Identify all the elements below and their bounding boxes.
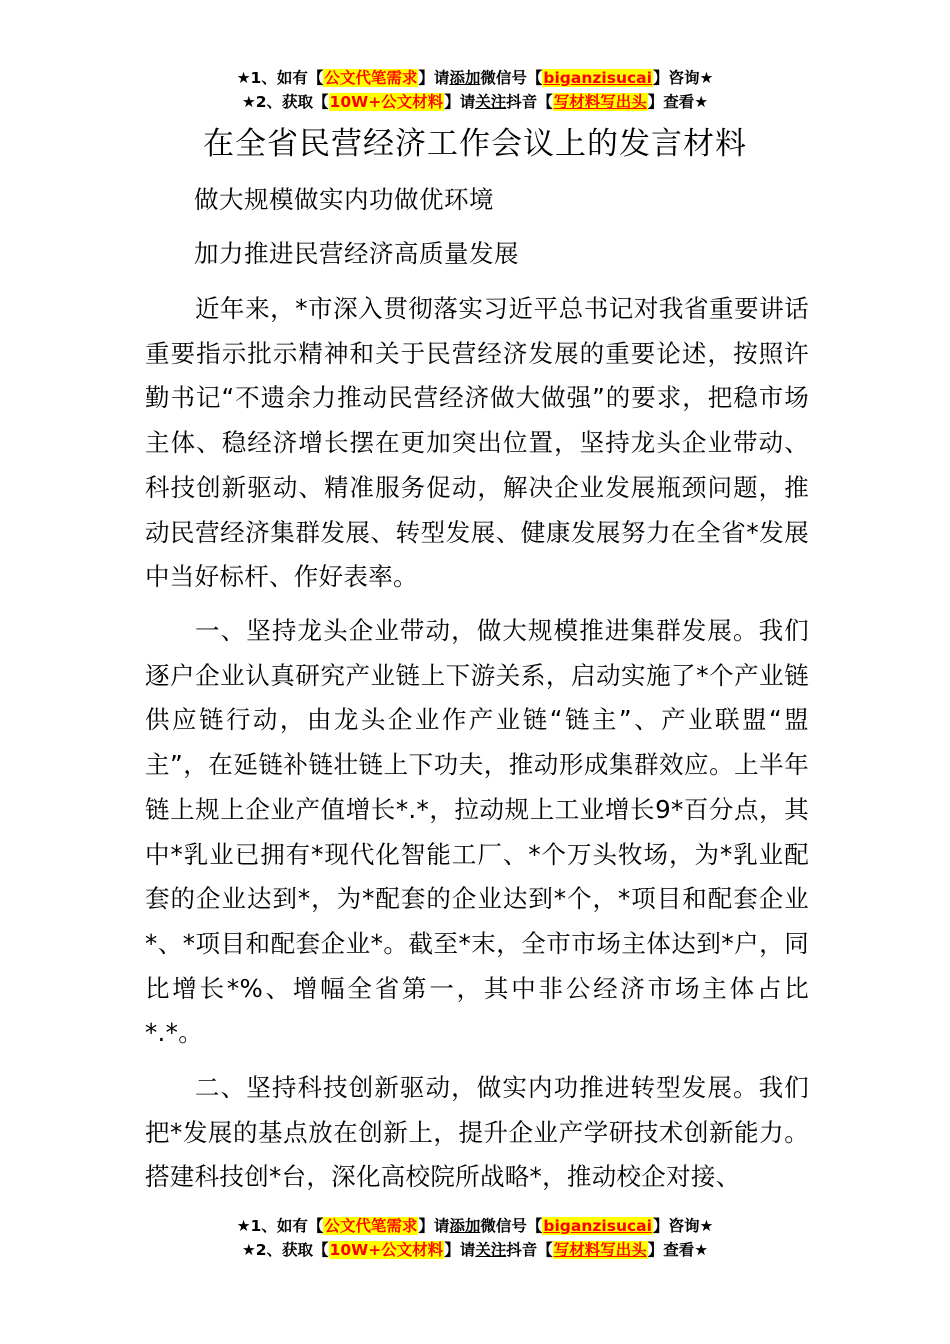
banner-wechat-id[interactable]: biganzisucai [543,69,652,87]
banner-text: 】请 [418,1217,450,1235]
paragraph-block-1 [145,287,809,600]
body-paragraph: 近年来，*市深入贯彻落实习近平总书记对我省重要讲话重要指示批示精神和关于民营经济发展的重要论述，按照许勤书记“不遗余力推动民营经济做大做强”的要求，把稳市场主体、稳经济增长摆在更加突出位置，坚持龙头企业带动、科技创新驱动、精准服务促动，解决企业发展瓶颈问题，推动民营经济集群发展、转型发展、健康发展努力在全省*发展中当好标杆、作好表率。 [145,294,809,592]
banner-text: 微信号【 [480,1217,543,1235]
banner-text: ★2、获取【 [241,93,329,111]
paragraph-block-3 [145,1066,809,1200]
document-title: 在全省民营经济工作会议上的发言材料 [203,126,747,162]
banner-text: 】咨询★ [652,69,714,87]
banner-text: 】请 [418,69,450,87]
banner-highlight-service: 公文代笔需求 [324,69,418,87]
banner-underlined-word: 关注 [475,1241,507,1259]
banner-highlight-service: 公文代笔需求 [324,1217,418,1235]
banner-douyin-account[interactable]: 写材料写出头 [553,93,647,111]
banner-text: 】请 [444,1241,476,1259]
banner-line-1 [0,1214,950,1238]
banner-text: 抖音【 [506,93,553,111]
banner-text: 微信号【 [480,69,543,87]
header-banner [0,66,950,114]
banner-line-2 [0,90,950,114]
banner-line-1 [0,66,950,90]
banner-douyin-account[interactable]: 写材料写出头 [553,1241,647,1259]
banner-wechat-id[interactable]: biganzisucai [543,1217,652,1235]
banner-text: 】查看★ [647,1241,709,1259]
banner-highlight-materials: 10W+公文材料 [329,1241,444,1259]
banner-text: 】请 [444,93,476,111]
banner-line-2 [0,1238,950,1262]
footer-banner [0,1214,950,1262]
banner-highlight-materials: 10W+公文材料 [329,93,444,111]
banner-text: ★1、如有【 [236,69,324,87]
body-paragraph: 一、坚持龙头企业带动，做大规模推进集群发展。我们逐户企业认真研究产业链上下游关系，启动实施了*个产业链供应链行动，由龙头企业作产业链“链主”、产业联盟“盟主”，在延链补链壮链上下功夫，推动形成集群效应。上半年链上规上企业产值增长*.*，拉动规上工业增长9*百分点，其中*乳业已拥有*现代化智能工厂、*个万头牧场，为*乳业配套的企业达到*，为*配套的企业达到*个，*项目和配套企业*、*项目和配套企业*。截至*末，全市市场主体达到*户，同比增长*%、增幅全省第一，其中非公经济市场主体占比*.*。 [145,616,809,1048]
banner-underlined-word: 添加 [449,1217,481,1235]
banner-text: 】咨询★ [652,1217,714,1235]
banner-underlined-word: 关注 [475,93,507,111]
paragraph-block-2 [145,609,809,1056]
document-subtitle-2: 加力推进民营经济高质量发展 [194,239,519,268]
banner-text: ★1、如有【 [236,1217,324,1235]
body-paragraph: 二、坚持科技创新驱动，做实内功推进转型发展。我们把*发展的基点放在创新上，提升企业产学研技术创新能力。搭建科技创*台，深化高校院所战略*，推动校企对接、 [145,1073,809,1192]
document-subtitle-1: 做大规模做实内功做优环境 [194,185,494,214]
banner-underlined-word: 添加 [449,69,481,87]
banner-text: 】查看★ [647,93,709,111]
banner-text: ★2、获取【 [241,1241,329,1259]
banner-text: 抖音【 [506,1241,553,1259]
